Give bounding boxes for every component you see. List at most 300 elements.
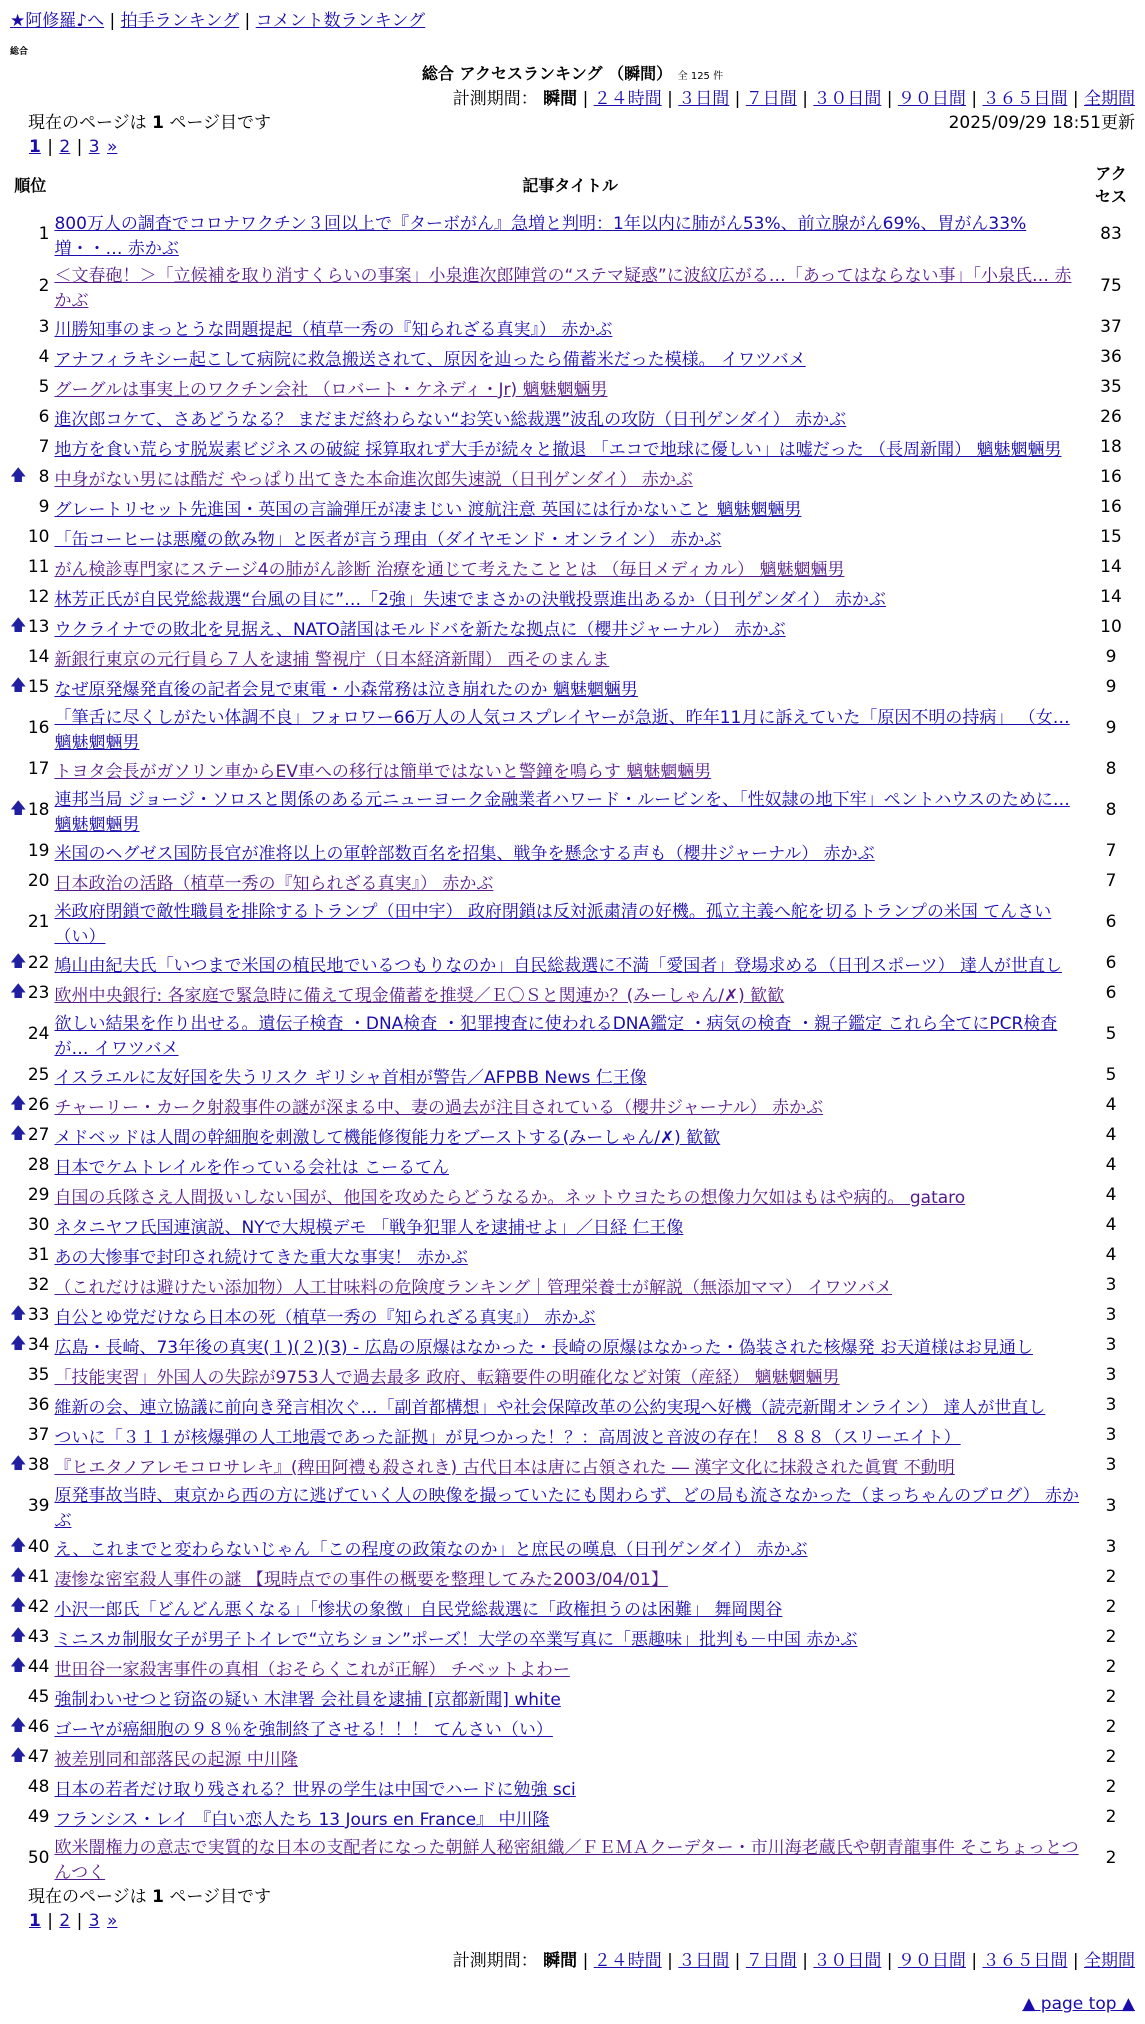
article-link[interactable]: 地方を食い荒らす脱炭素ビジネスの破綻 採算取れず大手が続々と撤退 「エコで地球に優しい」は嘘だった （長周新聞） 魑魅魍魎男 (54, 439, 1062, 460)
access-count-cell: 36 (1100, 347, 1122, 367)
access-count-cell: 2 (1105, 1717, 1117, 1737)
article-link[interactable]: ウクライナでの敗北を見据え、NATO諸国はモルドバを新たな拠点に（櫻井ジャーナル） 赤かぶ (54, 619, 786, 640)
rank-change-cell (10, 582, 26, 612)
access-count-cell: 10 (1100, 617, 1122, 637)
period-separator: | (734, 1951, 741, 1971)
access-count-cell: 26 (1100, 407, 1122, 427)
period-separator: | (971, 89, 978, 109)
access-count-cell: 5 (1105, 1065, 1117, 1085)
rank-change-cell (10, 1562, 26, 1592)
clap-ranking-link[interactable]: 拍手ランキング (120, 11, 240, 31)
period-link[interactable]: ３日間 (678, 1951, 730, 1971)
rank-cell: 49 (27, 1807, 50, 1827)
rank-change-cell (10, 342, 26, 372)
article-link[interactable]: メドベッドは人間の幹細胞を刺激して機能修復能力をブーストする(みーしゃん/✗) 歓歓 (54, 1127, 721, 1148)
rank-change-cell (10, 1270, 26, 1300)
access-count-cell: 9 (1105, 677, 1117, 697)
up-arrow-icon: 🡅 (10, 1654, 27, 1674)
table-row (10, 1060, 1135, 1090)
access-count-cell: 7 (1105, 871, 1117, 891)
article-link[interactable]: グレートリセット先進国・英国の言論弾圧が凄まじい 渡航注意 英国には行かないこと 魑魅魍魎男 (54, 499, 802, 520)
rank-change-cell (10, 702, 26, 754)
article-link[interactable]: 小沢一郎氏「どんどん悪くなる」「惨状の象徴」自民党総裁選に「政権担うのは困難」 舞岡関谷 (54, 1599, 783, 1620)
article-link[interactable]: フランシス・レイ 『白い恋人たち 13 Jours en France』 中川隆 (54, 1809, 550, 1830)
period-link[interactable]: ３０日間 (813, 89, 882, 109)
rank-change-cell (10, 1450, 26, 1480)
table-row (10, 312, 1135, 342)
article-link[interactable]: 林芳正氏が自民党総裁選“台風の目に”…「2強」失速でまさかの決戦投票進出あるか（日刊ゲンダイ） 赤かぶ (54, 589, 886, 610)
article-link[interactable]: ネタニヤフ氏国連演説、NYで大規模デモ 「戦争犯罪人を逮捕せよ」／日経 仁王像 (54, 1217, 684, 1238)
article-link[interactable]: 「缶コーヒーは悪魔の飲み物」と医者が言う理由（ダイヤモンド・オンライン） 赤かぶ (54, 529, 722, 550)
article-link[interactable]: 「筆舌に尽くしがたい体調不良」フォロワー66万人の人気コスプレイヤーが急逝、昨年11月に訴えていた「原因不明の持病」 （女… 魑魅魍魎男 (54, 708, 1070, 753)
table-row (10, 552, 1135, 582)
table-row (10, 208, 1135, 260)
access-count-cell: 2 (1105, 1567, 1117, 1587)
rank-change-cell (10, 836, 26, 866)
period-separator: | (734, 89, 741, 109)
page-title (10, 61, 1135, 84)
table-row (10, 1682, 1135, 1712)
article-link[interactable]: 日本の若者だけ取り残される？世界の学生は中国でハードに勉強 sci (54, 1779, 576, 1800)
access-count-cell: 16 (1100, 497, 1122, 517)
rank-cell: 48 (27, 1777, 50, 1797)
period-separator: | (582, 1951, 589, 1971)
title-cell (53, 1390, 1087, 1420)
article-link[interactable]: 被差別同和部落民の起源 中川隆 (54, 1749, 298, 1770)
access-count-cell: 5 (1105, 1024, 1117, 1044)
page-info-prefix: 現在のページは (28, 113, 147, 133)
title-cell (53, 1270, 1087, 1300)
period-link[interactable]: 全期間 (1084, 89, 1135, 109)
rank-change-cell (10, 462, 26, 492)
title-cell (53, 342, 1087, 372)
period-separator: | (1072, 1951, 1079, 1971)
article-link[interactable]: あの大惨事で封印され続けてきた重大な事実！ 赤かぶ (54, 1247, 468, 1268)
page-info-number: 1 (152, 113, 164, 133)
article-link[interactable]: 「技能実習」外国人の失踪が9753人で過去最多 政府、転籍要件の明確化など対策（産経） 魑魅魍魎男 (54, 1367, 840, 1388)
article-link[interactable]: 進次郎コケて、さあどうなる？ まだまだ終わらない“お笑い総裁選”波乱の攻防（日刊ゲンダイ） 赤かぶ (54, 409, 847, 430)
article-link[interactable]: 維新の会、連立協議に前向き発言相次ぐ…「副首都構想」や社会保障改革の公約実現へ好機（読売新聞オンライン） 達人が世直し (54, 1397, 1046, 1418)
rank-change-cell (10, 1532, 26, 1562)
rank-cell: 7 (38, 437, 50, 457)
title-cell (53, 1330, 1087, 1360)
pager-bottom (10, 1908, 1135, 1934)
title-cell (53, 1240, 1087, 1270)
table-row (10, 462, 1135, 492)
category-label: 総合 (10, 47, 29, 57)
total-count: 全 125 件 (677, 71, 724, 82)
table-row (10, 492, 1135, 522)
table-row (10, 836, 1135, 866)
pager-separator: | (47, 137, 53, 157)
comment-ranking-link[interactable]: コメント数ランキング (255, 11, 426, 31)
article-link[interactable]: 凄惨な密室殺人事件の謎 【現時点での事件の概要を整理してみた2003/04/01】 (54, 1569, 668, 1590)
table-row (10, 1652, 1135, 1682)
rank-cell: 41 (27, 1567, 50, 1587)
access-count-cell: 2 (1105, 1747, 1117, 1767)
rank-change-cell (10, 492, 26, 522)
access-count-cell: 4 (1105, 1215, 1117, 1235)
period-link[interactable]: ２４時間 (593, 1951, 662, 1971)
table-row (10, 1240, 1135, 1270)
period-nav-top (10, 88, 1135, 110)
period-link[interactable]: ７日間 (745, 1951, 797, 1971)
rank-change-cell (10, 1150, 26, 1180)
rank-change-cell (10, 896, 26, 948)
table-row (10, 672, 1135, 702)
period-link[interactable]: ９０日間 (897, 89, 966, 109)
rank-change-cell (10, 1420, 26, 1450)
access-count-cell: 16 (1100, 467, 1122, 487)
rank-change-cell (10, 612, 26, 642)
article-link[interactable]: 川勝知事のまっとうな問題提起（植草一秀の『知られざる真実』） 赤かぶ (54, 319, 613, 340)
rank-change-cell (10, 1622, 26, 1652)
period-separator: | (802, 1951, 808, 1971)
table-row (10, 642, 1135, 672)
title-cell (53, 784, 1087, 836)
article-link[interactable]: 原発事故当時、東京から西の方に逃げていく人の映像を撮っていたにも関わらず、どの局も流さなかった（まっちゃんのブログ） 赤かぶ (54, 1486, 1080, 1531)
period-link[interactable]: ３０日間 (813, 1951, 882, 1971)
article-link[interactable]: 広島・長崎、73年後の真実(１)(２)(3) - 広島の原爆はなかった・長崎の原爆はなかった・偽装された核爆発 お天道様はお見通し (54, 1337, 1034, 1358)
article-link[interactable]: 自国の兵隊さえ人間扱いしない国が、他国を攻めたらどうなるか。ネットウヨたちの想像力欠如はもはや病的。 gataro (54, 1187, 966, 1208)
access-count-cell: 14 (1100, 557, 1122, 577)
period-separator: | (886, 1951, 893, 1971)
article-link[interactable]: グーグルは事実上のワクチン会社 （ロバート・ケネディ・Jr) 魑魅魍魎男 (54, 379, 608, 400)
access-count-cell: 6 (1105, 912, 1117, 932)
rank-cell: 36 (27, 1395, 50, 1415)
rank-cell: 13 (27, 617, 50, 637)
access-count-cell: 4 (1105, 1125, 1117, 1145)
updated-time: 2025/09/29 18:51更新 (948, 113, 1135, 133)
pager-next[interactable]: » (107, 137, 118, 157)
rank-cell: 38 (27, 1455, 50, 1475)
table-header-row (10, 160, 1135, 208)
access-count-cell: 9 (1105, 718, 1117, 738)
pager-link[interactable]: 2 (59, 137, 71, 157)
rank-change-cell (10, 1480, 26, 1532)
rank-change-cell (10, 948, 26, 978)
rank-change-cell (10, 1390, 26, 1420)
rank-cell: 27 (27, 1125, 50, 1145)
article-link[interactable]: イスラエルに友好国を失うリスク ギリシャ首相が警告／AFPBB News 仁王像 (54, 1067, 647, 1088)
rank-cell: 21 (27, 912, 50, 932)
up-arrow-icon: 🡅 (10, 1302, 27, 1322)
table-row (10, 1450, 1135, 1480)
pager-link[interactable]: 2 (59, 1911, 71, 1931)
rank-cell: 8 (38, 467, 50, 487)
period-label: 計測期間： (452, 1951, 538, 1971)
rank-cell: 17 (27, 759, 50, 779)
period-link[interactable]: ３日間 (678, 89, 730, 109)
title-cell (53, 312, 1087, 342)
up-arrow-icon: 🡅 (10, 1714, 27, 1734)
access-count-cell: 4 (1105, 1185, 1117, 1205)
pager-link[interactable]: 3 (88, 1911, 100, 1931)
rank-cell: 6 (38, 407, 50, 427)
title-cell (53, 1712, 1087, 1742)
rank-change-cell (10, 1210, 26, 1240)
access-count-cell: 2 (1105, 1657, 1117, 1677)
rank-change-cell (10, 1330, 26, 1360)
article-link[interactable]: （これだけは避けたい添加物）人工甘味料の危険度ランキング｜管理栄養士が解説（無添加ママ） イワツバメ (54, 1277, 893, 1298)
access-count-cell: 3 (1105, 1335, 1117, 1355)
table-row (10, 1742, 1135, 1772)
access-count-cell: 15 (1100, 527, 1122, 547)
access-count-cell: 4 (1105, 1245, 1117, 1265)
rank-change-cell (10, 1772, 26, 1802)
article-link[interactable]: 米政府閉鎖で敵性職員を排除するトランプ（田中宇） 政府閉鎖は反対派粛清の好機。孤立主義へ舵を切るトランプの米国 てんさい（い） (54, 902, 1052, 947)
access-count-cell: 3 (1105, 1365, 1117, 1385)
rank-change-cell (10, 1592, 26, 1622)
access-count-cell: 37 (1100, 317, 1122, 337)
title-cell (53, 1360, 1087, 1390)
table-row (10, 1150, 1135, 1180)
article-link[interactable]: 鳩山由紀夫氏「いつまで米国の植民地でいるつもりなのか」自民総裁選に不満「愛国者」登場求める（日刊スポーツ） 達人が世直し (54, 955, 1063, 976)
period-link[interactable]: ３６５日間 (982, 1951, 1068, 1971)
table-row (10, 1120, 1135, 1150)
access-count-cell: 3 (1105, 1425, 1117, 1445)
rank-cell: 33 (27, 1305, 50, 1325)
article-link[interactable]: え、これまでと変わらないじゃん「この程度の政策なのか」と庶民の嘆息（日刊ゲンダイ） 赤かぶ (54, 1539, 808, 1560)
top-nav (10, 8, 1135, 34)
title-cell (53, 866, 1087, 896)
title-cell (53, 260, 1087, 312)
pager-top (10, 134, 1135, 160)
rank-cell: 46 (27, 1717, 50, 1737)
title-cell (53, 896, 1087, 948)
rank-cell: 3 (38, 317, 50, 337)
table-row (10, 522, 1135, 552)
article-link[interactable]: 世田谷一家殺害事件の真相（おそらくこれが正解） チベットよわー (54, 1659, 570, 1680)
rank-change-cell (10, 402, 26, 432)
period-nav-bottom (10, 1950, 1135, 1972)
title-cell (53, 582, 1087, 612)
access-count-cell: 14 (1100, 587, 1122, 607)
pager-link[interactable]: 3 (88, 137, 100, 157)
rank-cell: 30 (27, 1215, 50, 1235)
article-link[interactable]: アナフィラキシー起こして病院に救急搬送されて、原因を辿ったら備蓄米だった模様。 イワツバメ (54, 349, 806, 370)
title-cell (53, 552, 1087, 582)
rank-change-cell (10, 208, 26, 260)
table-row (10, 1772, 1135, 1802)
access-count-cell: 3 (1105, 1455, 1117, 1475)
article-link[interactable]: チャーリー・カーク射殺事件の謎が深まる中、妻の過去が注目されている（櫻井ジャーナル） 赤かぶ (54, 1097, 824, 1118)
article-link[interactable]: 日本でケムトレイルを作っている会社は こーるてん (54, 1157, 449, 1178)
rank-change-cell (10, 1682, 26, 1712)
rank-cell: 42 (27, 1597, 50, 1617)
title-cell (53, 402, 1087, 432)
pager-separator: | (47, 1911, 53, 1931)
article-link[interactable]: 800万人の調査でコロナワクチン３回以上で『ターボがん』急増と判明：1年以内に肺がん53%、前立腺がん69%、胃がん33%増・・… 赤かぶ (54, 214, 1027, 259)
article-link[interactable]: 中身がない男には酷だ やっぱり出てきた本命進次郎失速説（日刊ゲンダイ） 赤かぶ (54, 469, 693, 490)
table-row (10, 1592, 1135, 1622)
table-row (10, 372, 1135, 402)
rank-cell: 34 (27, 1335, 50, 1355)
pager-next[interactable]: » (107, 1911, 118, 1931)
rank-change-cell (10, 552, 26, 582)
table-row (10, 1480, 1135, 1532)
rank-cell: 12 (27, 587, 50, 607)
rank-cell: 44 (27, 1657, 50, 1677)
rank-cell: 35 (27, 1365, 50, 1385)
ranking-body (10, 208, 1135, 1884)
page-info (28, 112, 271, 134)
home-link[interactable]: ★阿修羅♪へ (10, 11, 105, 31)
access-count-cell: 8 (1105, 800, 1117, 820)
ranking-title: 総合 アクセスランキング （瞬間） (421, 64, 673, 83)
period-link[interactable]: ９０日間 (897, 1951, 966, 1971)
period-separator: | (971, 1951, 978, 1971)
rank-cell: 20 (27, 871, 50, 891)
rank-change-cell (10, 642, 26, 672)
access-count-cell: 2 (1105, 1597, 1117, 1617)
period-separator: | (582, 89, 589, 109)
article-link[interactable]: 連邦当局 ジョージ・ソロスと関係のある元ニューヨーク金融業者ハワード・ルービンを、「性奴隷の地下牢」ペントハウスのために… 魑魅魍魎男 (54, 790, 1070, 835)
title-cell (53, 1300, 1087, 1330)
access-count-cell: 3 (1105, 1496, 1117, 1516)
title-cell (53, 432, 1087, 462)
period-separator: | (886, 89, 893, 109)
article-link[interactable]: 日本政治の活路（植草一秀の『知られざる真実』） 赤かぶ (54, 873, 494, 894)
table-row (10, 1360, 1135, 1390)
title-cell (53, 612, 1087, 642)
rank-change-cell (10, 1180, 26, 1210)
pager-current[interactable]: 1 (29, 137, 41, 157)
table-row (10, 1008, 1135, 1060)
title-cell (53, 1562, 1087, 1592)
table-row (10, 1390, 1135, 1420)
table-row (10, 402, 1135, 432)
access-count-cell: 9 (1105, 647, 1117, 667)
article-link[interactable]: ゴーヤが癌細胞の９８％を強制終了させる！！！ てんさい（い） (54, 1719, 553, 1740)
up-arrow-icon: 🡅 (10, 1744, 27, 1764)
rank-cell: 50 (27, 1848, 50, 1868)
page-top-link[interactable]: ▲ page top ▲ (1022, 1994, 1135, 2014)
title-cell (53, 1480, 1087, 1532)
title-cell (53, 208, 1087, 260)
rank-change-cell (10, 784, 26, 836)
period-link[interactable]: 全期間 (1084, 1951, 1135, 1971)
table-row (10, 1180, 1135, 1210)
article-link[interactable]: 『ヒエタノアレモコロサレキ』(稗田阿禮も殺されき) 古代日本は唐に占領された ― 漢字文化に抹殺された眞實 不動明 (54, 1457, 955, 1478)
article-link[interactable]: 欧米闇権力の意志で実質的な日本の支配者になった朝鮮人秘密組織／ＦＥＭＡクーデター・市川海老蔵氏や朝青龍事件 そこちょっとつんつく (54, 1838, 1079, 1883)
period-link[interactable]: ３６５日間 (982, 89, 1068, 109)
title-cell (53, 1008, 1087, 1060)
rank-cell: 43 (27, 1627, 50, 1647)
rank-cell: 16 (27, 718, 50, 738)
article-link[interactable]: 米国のヘグゼス国防長官が准将以上の軍幹部数百名を招集、戦争を懸念する声も（櫻井ジャーナル） 赤かぶ (54, 843, 875, 864)
rank-cell: 23 (27, 983, 50, 1003)
title-cell (53, 522, 1087, 552)
rank-cell: 18 (27, 800, 50, 820)
access-count-cell: 7 (1105, 841, 1117, 861)
table-row (10, 896, 1135, 948)
pager-separator: | (76, 1911, 83, 1931)
rank-change-cell (10, 260, 26, 312)
access-count-cell: 83 (1100, 224, 1122, 244)
access-count-cell: 18 (1100, 437, 1122, 457)
article-link[interactable]: トヨタ会長がガソリン車からEV車への移行は簡単ではないと警鐘を鳴らす 魑魅魍魎男 (54, 761, 712, 782)
page-info-suffix: ページ目です (169, 113, 271, 133)
up-arrow-icon: 🡅 (10, 1624, 27, 1644)
period-link[interactable]: ２４時間 (593, 89, 662, 109)
col-access-header: アクセス (1094, 164, 1127, 206)
title-cell (53, 1090, 1087, 1120)
article-link[interactable]: 欲しい結果を作り出せる。遺伝子検査 ・DNA検査 ・犯罪捜査に使われるDNA鑑定 ・病気の検査 ・親子鑑定 これら全てにPCR検査が… イワツバメ (54, 1014, 1058, 1059)
rank-cell: 11 (27, 557, 50, 577)
article-link[interactable]: 新銀行東京の元行員ら７人を逮捕 警視庁（日本経済新聞） 西そのまんま (54, 649, 610, 670)
table-row (10, 784, 1135, 836)
article-link[interactable]: ついに「３１１が核爆弾の人工地震であった証拠」が見つかった！？：高周波と音波の存在！ ８８８（スリーエイト） (54, 1427, 961, 1448)
table-row (10, 1802, 1135, 1832)
access-count-cell: 2 (1105, 1777, 1117, 1797)
page-info-number: 1 (152, 1887, 164, 1907)
rank-cell: 25 (27, 1065, 50, 1085)
access-count-cell: 4 (1105, 1155, 1117, 1175)
table-row (10, 948, 1135, 978)
access-count-cell: 4 (1105, 1095, 1117, 1115)
access-count-cell: 35 (1100, 377, 1122, 397)
article-link[interactable]: 欧州中央銀行: 各家庭で緊急時に備えて現金備蓄を推奨／Ｅ〇Ｓと関連か？(みーしゃん/✗) 歓歓 (54, 985, 785, 1006)
article-link[interactable]: ＜文春砲！＞「立候補を取り消すくらいの事案」小泉進次郎陣営の“ステマ疑惑”に波紋広がる…「あってはならない事」「小泉氏… 赤かぶ (54, 266, 1072, 311)
col-title-header: 記事タイトル (522, 175, 619, 195)
rank-change-cell (10, 372, 26, 402)
rank-change-cell (10, 1832, 26, 1884)
rank-cell: 15 (27, 677, 50, 697)
access-count-cell: 2 (1105, 1627, 1117, 1647)
table-row (10, 1420, 1135, 1450)
title-cell (53, 1120, 1087, 1150)
rank-change-cell (10, 754, 26, 784)
article-link[interactable]: ミニスカ制服女子が男子トイレで“立ちション”ポーズ！大学の卒業写真に「悪趣味」批判も－中国 赤かぶ (54, 1629, 858, 1650)
title-cell (53, 948, 1087, 978)
rank-change-cell (10, 1652, 26, 1682)
rank-cell: 39 (27, 1496, 50, 1516)
period-separator: | (802, 89, 808, 109)
article-link[interactable]: 強制わいせつと窃盗の疑い 木津署 会社員を逮捕 [京都新聞] white (54, 1689, 561, 1710)
access-count-cell: 2 (1105, 1807, 1117, 1827)
title-cell (53, 1652, 1087, 1682)
title-cell (53, 1060, 1087, 1090)
rank-cell: 10 (27, 527, 50, 547)
rank-cell: 14 (27, 647, 50, 667)
period-links (583, 1951, 1135, 1971)
up-arrow-icon: 🡅 (10, 1534, 27, 1554)
up-arrow-icon: 🡅 (10, 1564, 27, 1584)
table-row (10, 260, 1135, 312)
table-row (10, 612, 1135, 642)
pager-current[interactable]: 1 (29, 1911, 41, 1931)
article-link[interactable]: 自公とゆ党だけなら日本の死（植草一秀の『知られざる真実』） 赤かぶ (54, 1307, 596, 1328)
up-arrow-icon: 🡅 (10, 1092, 27, 1112)
rank-cell: 31 (27, 1245, 50, 1265)
table-row (10, 1210, 1135, 1240)
rank-change-cell (10, 1712, 26, 1742)
rank-cell: 28 (27, 1155, 50, 1175)
period-label: 計測期間： (452, 89, 538, 109)
article-link[interactable]: がん検診専門家にステージ4の肺がん診断 治療を通じて考えたこととは （毎日メディカル） 魑魅魍魎男 (54, 559, 845, 580)
rank-cell: 1 (38, 224, 50, 244)
rank-change-cell (10, 672, 26, 702)
period-link[interactable]: ７日間 (745, 89, 797, 109)
page-status-row (10, 112, 1135, 134)
period-current: 瞬間 (543, 1951, 578, 1971)
access-count-cell: 6 (1105, 983, 1117, 1003)
title-cell (53, 1682, 1087, 1712)
article-link[interactable]: なぜ原発爆発直後の記者会見で東電・小森常務は泣き崩れたのか 魑魅魍魎男 (54, 679, 638, 700)
title-cell (53, 492, 1087, 522)
rank-change-cell (10, 1742, 26, 1772)
